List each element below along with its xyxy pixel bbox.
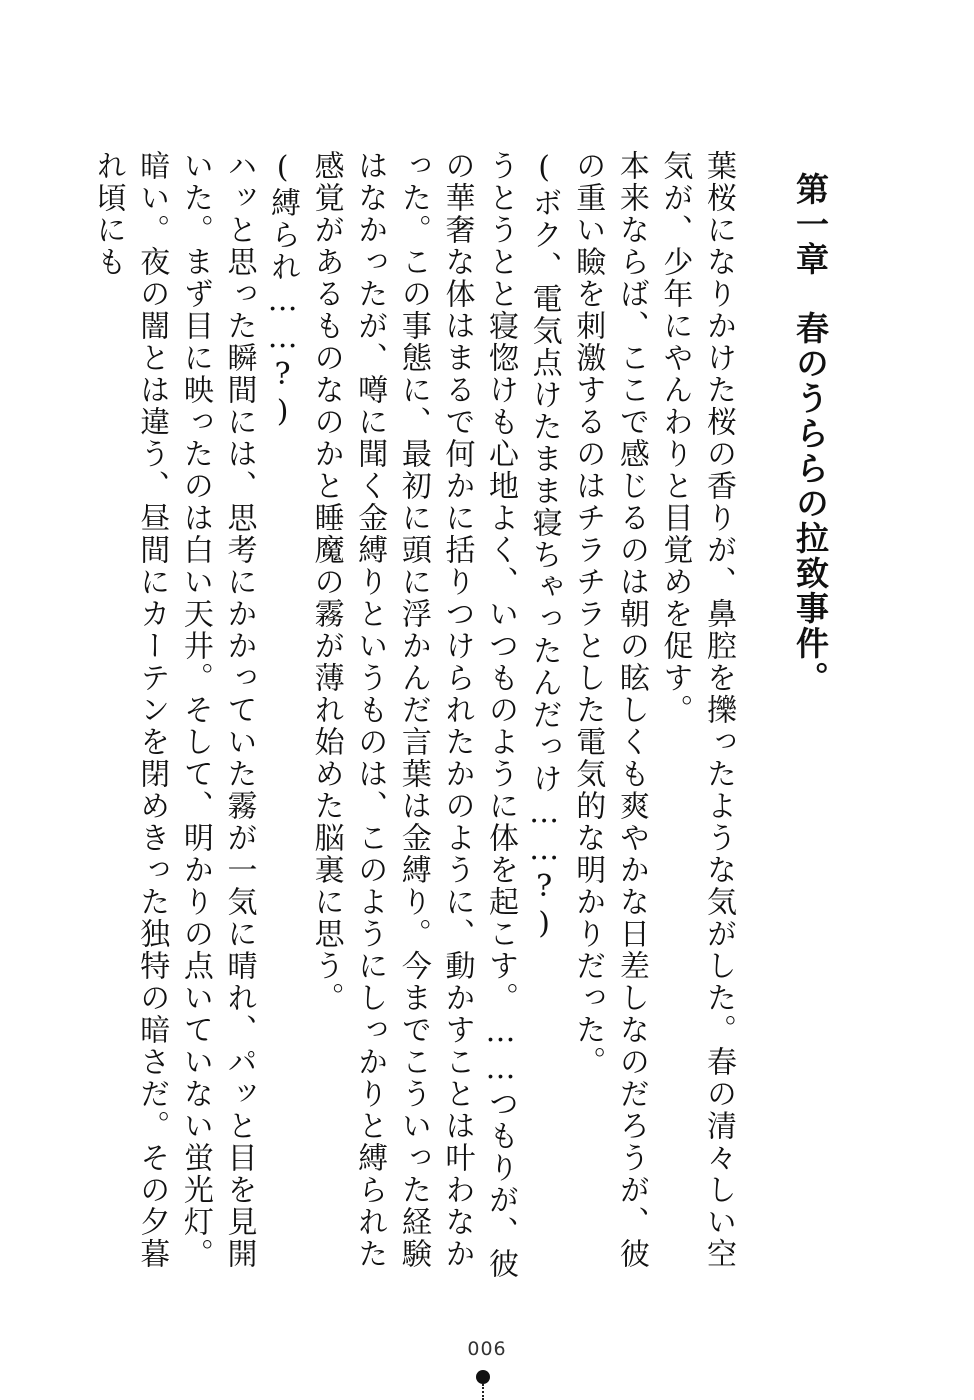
chapter-number: 第一章	[791, 172, 830, 277]
paragraph-5: (縛られ……?)	[265, 150, 301, 431]
chapter-title: 春のうららの拉致事件。	[791, 311, 830, 696]
chapter-heading	[788, 150, 832, 1300]
paragraph-6: ハッと思った瞬間には、思考にかかっていた霧が一気に晴れ、パッと目を見開いた。まず目に映ったのは白い天井。そして、明かりの点いていない蛍光灯。	[177, 150, 257, 1270]
page-marker-dot-icon	[476, 1370, 490, 1384]
paragraph-7: 暗い。夜の闇とは違う、昼間にカーテンを閉めきった独特の暗さだ。その夕暮れ頃にも	[90, 150, 170, 1270]
vertical-text-body	[90, 150, 832, 1300]
paragraph-1: 葉桜になりかけた桜の香りが、鼻腔を擽ったような気がした。春の清々しい空気が、少年にやんわりと目覚めを促す。	[657, 150, 736, 1270]
page-marker-line	[482, 1384, 484, 1400]
paragraph-3: (ボク、電気点けたまま寝ちゃったんだっけ……?)	[526, 150, 562, 943]
page-number: 006	[467, 1338, 507, 1360]
paragraph-4: うとうとと寝惚けも心地よく、いつものように体を起こす。……つもりが、彼の華奢な体はまるで何かに括りつけられたかのように、動かすことは叶わなかった。この事態に、最初に頭に浮かんだ言葉は金縛り。今までこういった経験はなかったが、噂に聞く金縛りというものは、このようにしっかりと縛られた感覚があるものなのかと睡魔の霧が薄れ始めた脳裏に思う。	[308, 150, 519, 1280]
paragraph-2: 本来ならば、ここで感じるのは朝の眩しくも爽やかな日差しなのだろうが、彼の重い瞼を刺激するのはチラチラとした電気的な明かりだった。	[570, 150, 649, 1270]
